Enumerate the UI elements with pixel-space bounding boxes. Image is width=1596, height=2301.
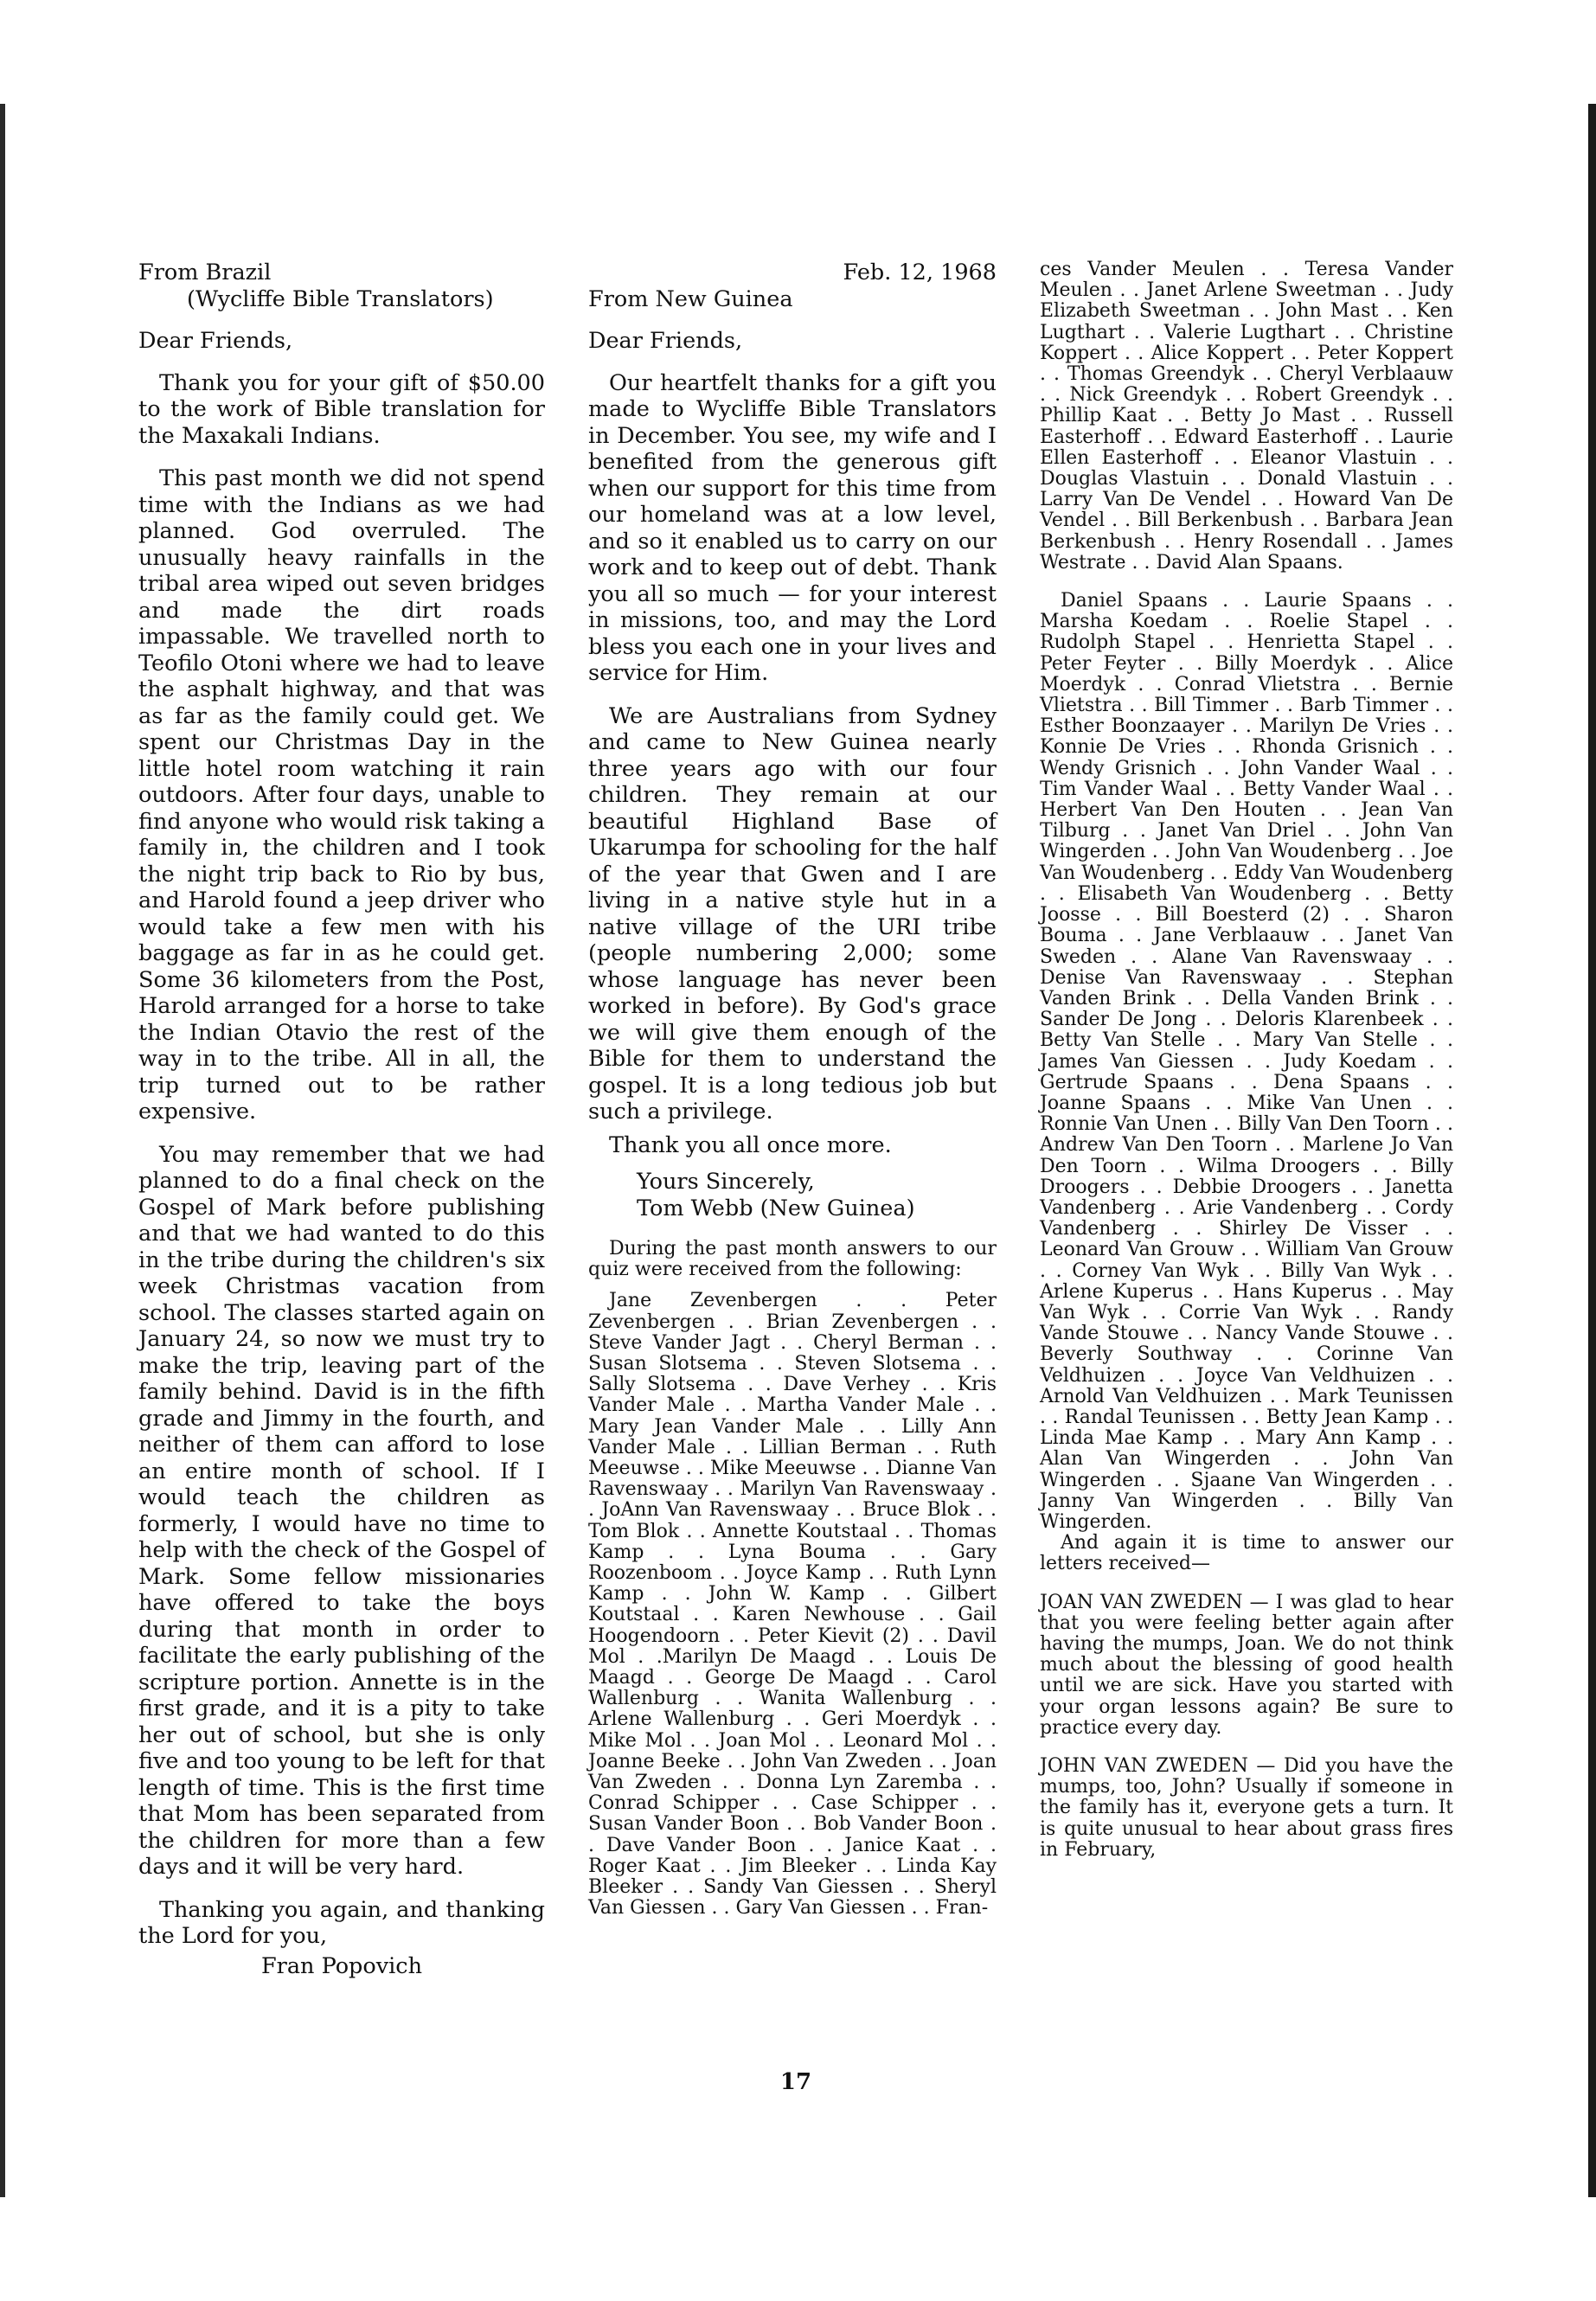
letter-organization: (Wycliffe Bible Translators) xyxy=(187,285,494,312)
letter-paragraph: We are Australians from Sydney and came to New Guinea nearly three years ago with our four children. They remain at our beautiful Highland Base of Ukarumpa for schooling for the half of the year that Gwen and I are living in a native style hut in a native village of the URI tribe (people numbering 2,000; some whose language has never been worked in before). By God's grace we will give them enough of the Bible for them to understand the gospel. It is a long tedious job but such a privilege. xyxy=(588,702,997,1125)
letter-header xyxy=(588,260,997,286)
letter-paragraph: Thank you for your gift of $50.00 to the work of Bible translation for the Maxakali Indians. xyxy=(138,369,545,449)
quiz-names-list: Daniel Spaans . . Laurie Spaans . . Marsha Koedam . . Roelie Stapel . . Rudolph Stapel . . Henrietta Stapel . . Peter Feyter . . Billy Moerdyk . . Alice Moerdyk . . Conrad Vlietstra . . Bernie Vlietstra . . Bill Timmer . . Barb Timmer . . Esther Boonzaayer . . Marilyn De Vries . . Konnie De Vries . . Rhonda Grisnich . . Wendy Grisnich . . John Vander Waal . . Tim Vander Waal . . Betty Vander Waal . . Herbert Van Den Houten . . Jean Van Tilburg . . Janet Van Driel . . John Van Wingerden . . John Van Woudenberg . . Joe Van Woudenberg . . Eddy Van Woudenberg . . Elisabeth Van Woudenberg . . Betty Joosse . . Bill Boesterd (2) . . Sharon Bouma . . Jane Verblaauw . . Janet Van Sweden . . Alane Van Ravenswaay . . Denise Van Ravenswaay . . Stephan Vanden Brink . . Della Vanden Brink . . Sander De Jong . . Deloris Klarenbeek . . Betty Van Stelle . . Mary Van Stelle . . James Van Giessen . . Judy Koedam . . Gertrude Spaans . . Dena Spaans . . Joanne Spaans . . Mike Van Unen . . Ronnie Van Unen . . Billy Van Den Toorn . . Andrew Van Den Toorn . . Marlene Jo Van Den Toorn . . Wilma Droogers . . Billy Droogers . . Debbie Droogers . . Janetta Vandenberg . . Arie Vandenberg . . Cordy Vandenberg . . Shirley De Visser . . Leonard Van Grouw . . William Van Grouw . . Corney Van Wyk . . Billy Van Wyk . . Arlene Kuperus . . Hans Kuperus . . May Van Wyk . . Corrie Van Wyk . . Randy Vande Stouwe . . Nancy Vande Stouwe . . Beverly Southway . . Corinne Van Veldhuizen . . Joyce Van Veldhuizen . . Arnold Van Veldhuizen . . Mark Teunissen . . Randal Teunissen . . Betty Jean Kamp . . Linda Mae Kamp . . Mary Ann Kamp . . Alan Van Wingerden . . John Van Wingerden . . Sjaane Van Wingerden . . Janny Van Wingerden . . Billy Van Wingerden. xyxy=(1040,590,1453,1533)
answer-intro: And again it is time to answer our letters received— xyxy=(1040,1532,1453,1575)
quiz-column xyxy=(1040,260,1453,1861)
letter-closing: Yours Sincerely, xyxy=(637,1169,815,1195)
letter-answer: JOHN VAN ZWEDEN — Did you have the mumps, too, John? Usually if someone in the family has it, everyone gets a turn. It is quite unusual to hear about grass fires in February, xyxy=(1040,1755,1453,1861)
letter-from-brazil xyxy=(138,260,545,1979)
quiz-names-list: Jane Zevenbergen . . Peter Zevenbergen . . Brian Zevenbergen . . Steve Vander Jagt . . Cheryl Berman . . Susan Slotsema . . Steven Slotsema . . Sally Slotsema . . Dave Verhey . . Kris Vander Male . . Martha Vander Male . . Mary Jean Vander Male . . Lilly Ann Vander Male . . Lillian Berman . . Ruth Meeuwse . . Mike Meeuwse . . Dianne Van Ravenswaay . . Marilyn Van Ravenswaay . . JoAnn Van Ravenswaay . . Bruce Blok . . Tom Blok . . Annette Koutstaal . . Thomas Kamp . . Lyna Bouma . . Gary Roozenboom . . Joyce Kamp . . Ruth Lynn Kamp . . John W. Kamp . . Gilbert Koutstaal . . Karen Newhouse . . Gail Hoogendoorn . . Peter Kievit (2) . . Davil Mol . .Marilyn De Maagd . . Louis De Maagd . . George De Maagd . . Carol Wallenburg . . Wanita Wallenburg . . Arlene Wallenburg . . Geri Moerdyk . . Mike Mol . . Joan Mol . . Leonard Mol . . Joanne Beeke . . John Van Zweden . . Joan Van Zweden . . Donna Lyn Zaremba . . Conrad Schipper . . Case Schipper . . Susan Vander Boon . . Bob Vander Boon . . Dave Vander Boon . . Janice Kaat . . Roger Kaat . . Jim Bleeker . . Linda Kay Bleeker . . Sandy Van Giessen . . Sheryl Van Giessen . . Gary Van Giessen . . Fran- xyxy=(588,1290,997,1920)
letter-paragraph: Thanking you again, and thanking the Lord for you, xyxy=(138,1896,545,1949)
quiz-names-list: ces Vander Meulen . . Teresa Vander Meulen . . Janet Arlene Sweetman . . Judy Elizabeth Sweetman . . John Mast . . Ken Lugthart . . Valerie Lugthart . . Christine Koppert . . Alice Koppert . . Peter Koppert . . Thomas Greendyk . . Cheryl Verblaauw . . Nick Greendyk . . Robert Greendyk . . Phillip Kaat . . Betty Jo Mast . . Russell Easterhoff . . Edward Easterhoff . . Laurie Ellen Easterhoff . . Eleanor Vlastuin . . Douglas Vlastuin . . Donald Vlastuin . . Larry Van De Vendel . . Howard Van De Vendel . . Bill Berkenbush . . Barbara Jean Berkenbush . . Henry Rosendall . . James Westrate . . David Alan Spaans. xyxy=(1040,259,1453,574)
page-edge-left xyxy=(0,104,5,2197)
page-edge-right xyxy=(1588,104,1596,2197)
letter-greeting: Dear Friends, xyxy=(138,328,293,354)
letter-answer: JOAN VAN ZWEDEN — I was glad to hear that you were feeling better again after having the mumps, Joan. We do not think much about the blessing of good health until we are sick. Have you started with your organ lessons again? Be sure to practice every day. xyxy=(1040,1591,1453,1739)
letter-heading: From Brazil xyxy=(138,260,272,285)
page-number: 17 xyxy=(779,2069,812,2095)
letter-signature: Tom Webb (New Guinea) xyxy=(637,1195,915,1221)
quiz-intro: During the past month answers to our quiz were received from the following: xyxy=(588,1238,997,1281)
letter-date: Feb. 12, 1968 xyxy=(843,260,997,285)
letter-paragraph: This past month we did not spend time with the Indians as we had planned. God overruled. The unusually heavy rainfalls in the tribal area wiped out seven bridges and made the dirt roads impassable. We travelled north to Teofilo Otoni where we had to leave the asphalt highway, and that was as far as the family could get. We spent our Christmas Day in the little hotel room watching it rain outdoors. After four days, unable to find anyone who would risk taking a family in, the children and I took the night trip back to Rio by bus, and Harold found a jeep driver who would take a few men with his baggage as far in as he could get. Some 36 kilometers from the Post, Harold arranged for a horse to take the Indian Otavio the rest of the way in to the tribe. All in all, the trip turned out to be rather expensive. xyxy=(138,465,545,1125)
letter-from-new-guinea xyxy=(588,260,997,1920)
letter-greeting: Dear Friends, xyxy=(588,328,743,354)
letter-heading: From New Guinea xyxy=(588,285,793,312)
letter-thanks: Thank you all once more. xyxy=(609,1131,892,1158)
letter-signature: Fran Popovich xyxy=(260,1952,423,1979)
letter-paragraph: You may remember that we had planned to do a final check on the Gospel of Mark before publishing and that we had wanted to do this in the tribe during the children's six week Christmas vacation from school. The classes started again on January 24, so now we must try to make the trip, leaving part of the family behind. David is in the fifth grade and Jimmy in the fourth, and neither of them can afford to lose an entire month of school. If I would teach the children as formerly, I would have no time to help with the check of the Gospel of Mark. Some fellow missionaries have offered to take the boys during that month in order to facilitate the early publishing of the scripture portion. Annette is in the first grade, and it is a pity to take her out of school, but she is only five and too young to be left for that length of time. This is the first time that Mom has been separated from the children for more than a few days and it will be very hard. xyxy=(138,1141,545,1880)
letter-paragraph: Our heartfelt thanks for a gift you made to Wycliffe Bible Translators in December. You see, my wife and I benefited from the generous gift when our support for this time from our homeland was at a low level, and so it enabled us to carry on our work and to keep out of debt. Thank you all so much — for your interest in missions, too, and may the Lord bless you each one in your lives and service for Him. xyxy=(588,369,997,686)
